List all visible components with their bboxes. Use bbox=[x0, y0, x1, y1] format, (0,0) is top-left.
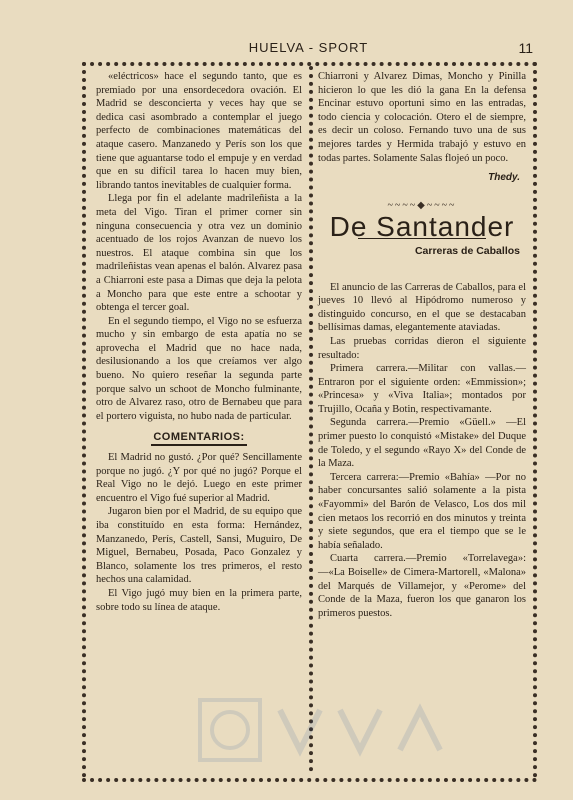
article-paragraph: Segunda carrera.—Premio «Güell.» —El primer puesto lo conquistó «Mistake» del Duque de Toledo, y el segundo «Rayo X» del Conde de la Maza. bbox=[318, 417, 526, 470]
article-paragraph: Chiarroni y Alvarez Dimas, Moncho y Pinilla hicieron lo que les dió la gana En la defensa Encinar estuvo oportuni simo en las entradas, todo ciencia y colocación. Otero el de siempre, es decir un coloso. Fernando tuvo una de sus mejores tardes y Hermida trabajó y estuvo en todas partes. Solamente Salas flojeó un poco. bbox=[318, 71, 526, 164]
article-paragraph: Jugaron bien por el Madrid, de su equipo que iba constituído en esta forma: Hernández, Manzanedo, Perís, Castell, Sansi, Muguiro, De Miguel, Bernabeu, Posada, Paco Gonzalez y Blanco, solamente los tres primeros, el resto hechos una calamidad. bbox=[96, 506, 302, 586]
section-ornament: ~~~~◆~~~~ bbox=[387, 199, 457, 211]
article-paragraph: Llega por fin el adelante madrileñista a la meta del Vigo. Tiran el primer corner sin ninguna consecuencia y otra vez un dominio acentuado de los rojos Avanzan de nuevo los nuestros. El ataque combina sin que los madrileñistas vean apenas el balón. Alvarez pasa a Chiarroni este pasa a Dimas que deja la pelota a Moncho para que este entre a schootar y obtenga el tercer goal. bbox=[96, 193, 302, 314]
left-column bbox=[96, 70, 302, 614]
article-paragraph: El Vigo jugó muy bien en la primera parte, sobre todo su línea de ataque. bbox=[96, 587, 302, 613]
article-paragraph: El Madrid no gustó. ¿Por qué? Sencillamente porque no jugó. ¿Y por qué no jugó? Porque el Real Vigo no le dejó. Luego en este primer encuentro el Vigo fué superior al Madrid. bbox=[96, 452, 302, 504]
right-column bbox=[318, 70, 526, 620]
article-paragraph: En el segundo tiempo, el Vigo no se esfuerza mucho y sin embargo de esta apatía no se aprovecha el Madrid que no hace nada, desilusionando a los que creíamos ver algo bueno. No quiero reseñar la segunda parte porque salvo un schoot de Moncho fulminante, otro de Alvarez raso, otro de Bernabeu que para el portero viguista, no hubo nada de particular. bbox=[96, 315, 302, 422]
column-divider bbox=[309, 66, 313, 772]
article-paragraph: El anuncio de las Carreras de Caballos, para el jueves 10 llevó al Hipódromo numeroso y distinguido concurso, en el que se destacaban bellísimas damas, elegantemente ataviadas. bbox=[318, 281, 526, 334]
article-subtitle: Carreras de Caballos bbox=[414, 244, 520, 257]
article-paragraph: Tercera carrera:—Premio «Bahía» —Por no haber concursantes salió solamente a la pista «Fayommi» del Barón de Velasco, Los dos mil cien metaos los recorrió en dos minutos y treinta y siete segundos, que era el tiempo que se le había señalado. bbox=[318, 471, 526, 551]
article-paragraph: «eléctricos» hace el segundo tanto, que es premiado por una ensordecedora ovación. El Madrid se desconcierta y veces hay que se dedica casi asombrado a contemplar el juego perfecto de combinaciones matemáticas del ataque casero. Manzanedo y Perís son los que tiene que aguantarse todo el empuje y en verdad que en su difícil tarea lo hacen muy bien, librando tantos inevitables de cualquier forma. bbox=[96, 71, 302, 191]
article-title: De Santander bbox=[329, 211, 515, 243]
frame-right-border bbox=[533, 62, 537, 778]
article-paragraph: Cuarta carrera.—Premio «Torrelavega»:—«La Boiselle» de Cimera-Martorell, «Malona» del Marqués de Villamejor, y «Perome» del Conde de la Maza, fueron los que ganaron los primeros puestos. bbox=[318, 553, 526, 619]
article-paragraph: Primera carrera.—Militar con vallas.—Entraron por el siguiente orden: «Emmission»; «Princesa» y «Viva Italia»; montados por Trujillo, Ocaña y Botin, respectivamante. bbox=[318, 363, 526, 415]
article-paragraph: Las pruebas corridas dieron el siguiente resultado: bbox=[318, 335, 526, 361]
page-number: 11 bbox=[518, 40, 533, 56]
comments-heading-text: COMENTARIOS: bbox=[151, 431, 246, 446]
page-header bbox=[84, 40, 533, 60]
author-signature: Thedy. bbox=[488, 172, 520, 184]
frame-left-border bbox=[82, 62, 86, 778]
publication-title: HUELVA - SPORT bbox=[248, 40, 369, 55]
comments-heading bbox=[96, 431, 302, 445]
